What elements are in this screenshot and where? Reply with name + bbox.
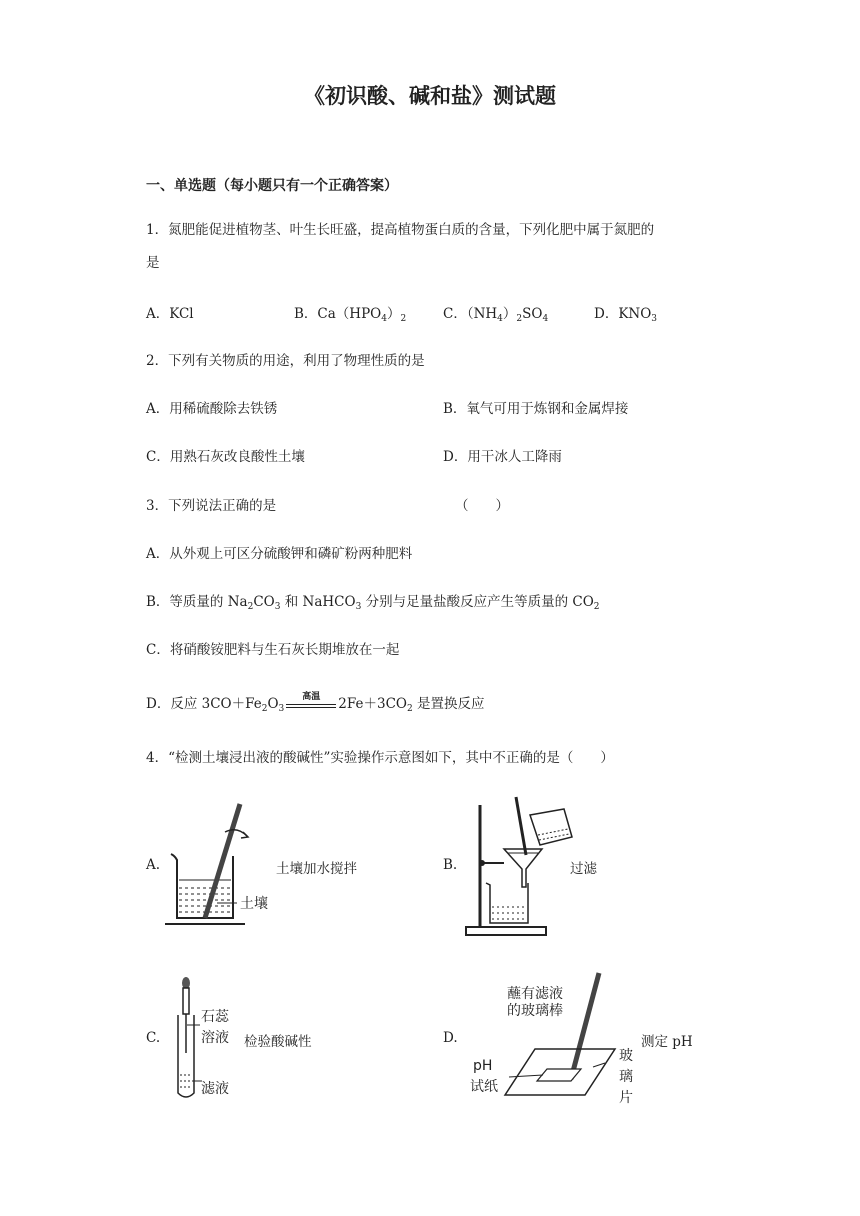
- q2-option-b: B．氧气可用于炼钢和金属焊接: [443, 401, 629, 417]
- label-soil: 土壤: [240, 896, 268, 912]
- q1-option-a: A．KCl: [146, 306, 194, 322]
- q3-option-b: B．等质量的 $Na_2CO_3$ 和 NaHCO$_3$ 分别与足量盐酸反应产生等质量的 $CO_2$: [146, 594, 600, 612]
- q4-option-d-caption: 测定 pH: [641, 1034, 693, 1050]
- q4-option-b-letter: B.: [443, 857, 458, 873]
- label-glass-1: 玻: [619, 1048, 633, 1064]
- q3-answer-paren: （ ）: [455, 498, 509, 514]
- q4-option-a-caption: 土壤加水搅拌: [276, 861, 357, 877]
- q2-option-a: A．用稀硫酸除去铁锈: [146, 401, 278, 417]
- page-title: 《初识酸、碱和盐》测试题: [304, 84, 556, 108]
- q4-option-b-caption: 过滤: [570, 861, 597, 877]
- label-litmus-2: 溶液: [201, 1030, 229, 1046]
- q1-stem-line2: 是: [146, 255, 160, 271]
- label-litmus-1: 石蕊: [201, 1009, 229, 1025]
- q4-option-d-letter: D.: [443, 1030, 458, 1046]
- label-ph-paper-1: pH: [473, 1058, 493, 1074]
- q3-stem: 3．下列说法正确的是: [146, 498, 277, 514]
- figure-filtration: [464, 795, 584, 940]
- q2-option-d: D．用干冰人工降雨: [443, 449, 562, 465]
- q4-option-a-letter: A.: [146, 857, 161, 873]
- label-ph-paper-2: 试纸: [470, 1079, 498, 1095]
- q1-option-c: C．$(NH_4)_2SO_4$: [443, 306, 549, 324]
- q1-option-d: D．$KNO_3$: [594, 306, 658, 324]
- section-heading: 一、单选题（每小题只有一个正确答案）: [146, 178, 398, 194]
- q3-option-d: D．反应 $3CO+Fe_2O_3$ 高温 $2Fe+3CO_2$ 是置换反应: [146, 691, 485, 714]
- q4-option-c-letter: C.: [146, 1030, 161, 1046]
- q3-option-a: A．从外观上可区分硫酸钾和磷矿粉两种肥料: [146, 546, 413, 562]
- q4-option-c-caption: 检验酸碱性: [244, 1034, 312, 1050]
- label-rod-2: 的玻璃棒: [507, 1003, 563, 1019]
- q1-stem-line1: 1．氮肥能促进植物茎、叶生长旺盛，提高植物蛋白质的含量，下列化肥中属于氮肥的: [146, 222, 655, 238]
- q1-option-b: B．$Ca(HPO_4)_2$: [294, 306, 407, 324]
- label-glass-2: 璃: [619, 1069, 633, 1085]
- label-rod-1: 蘸有滤液: [507, 986, 563, 1002]
- label-filtrate: 滤液: [201, 1081, 229, 1097]
- q3-option-c: C．将硝酸铵肥料与生石灰长期堆放在一起: [146, 642, 400, 658]
- q2-stem: 2．下列有关物质的用途，利用了物理性质的是: [146, 353, 425, 369]
- label-glass-3: 片: [619, 1090, 633, 1106]
- q4-stem: 4．“检测土壤浸出液的酸碱性”实验操作示意图如下，其中不正确的是（ ）: [146, 750, 614, 766]
- q2-option-c: C．用熟石灰改良酸性土壤: [146, 449, 305, 465]
- reaction-condition: 高温: [286, 698, 336, 712]
